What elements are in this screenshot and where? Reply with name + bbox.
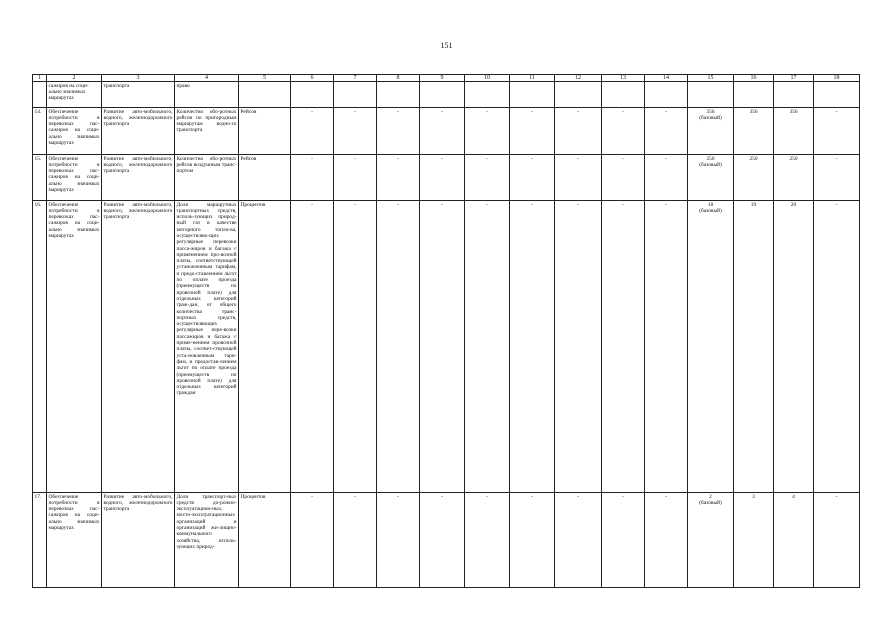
value-cell: - xyxy=(334,493,377,588)
column-number: 1 xyxy=(33,75,47,82)
value-cell: 250 xyxy=(774,155,814,201)
row-number: 16. xyxy=(33,201,47,493)
value-cell: - xyxy=(334,201,377,493)
value-cell: - xyxy=(555,493,602,588)
column-number: 13 xyxy=(602,75,645,82)
unit-cell: Процентов xyxy=(239,493,291,588)
value-cell: - xyxy=(420,493,465,588)
value-cell: - xyxy=(510,155,555,201)
value-cell: - xyxy=(814,493,860,588)
base-value: 18 xyxy=(707,201,714,208)
value-cell: - xyxy=(291,155,334,201)
column-number: 9 xyxy=(420,75,465,82)
base-note: (базовый) xyxy=(699,161,722,168)
column-number: 7 xyxy=(334,75,377,82)
value-cell: - xyxy=(465,493,510,588)
base-value-cell xyxy=(688,493,734,588)
base-value: 250 xyxy=(706,155,715,162)
table-row xyxy=(33,155,860,201)
subprogram-cell: Развитие авто-мобильного, водного, железнодорожного транспорта xyxy=(102,201,175,493)
column-number: 18 xyxy=(814,75,860,82)
task-cell: Обеспечение потребности в перевозках пас-сажиров на соци-ально значимых маршрутах xyxy=(47,493,102,588)
value-cell: 4 xyxy=(774,493,814,588)
column-number: 15 xyxy=(688,75,734,82)
value-cell: 356 xyxy=(734,108,774,155)
task-cell: Обеспечение потребности в перевозках пас-сажиров на соци-ально значимых маршрутах xyxy=(47,155,102,201)
continuation-row xyxy=(33,82,860,108)
subprogram-cell: транспорта xyxy=(102,82,175,108)
value-cell: - xyxy=(377,108,420,155)
base-note: (базовый) xyxy=(699,499,722,506)
value-cell: - xyxy=(510,108,555,155)
column-number: 12 xyxy=(555,75,602,82)
value-cell: - xyxy=(291,201,334,493)
value-cell: - xyxy=(645,155,688,201)
base-note: (базовый) xyxy=(699,207,722,214)
base-note: (базовый) xyxy=(699,114,722,121)
value-cell: - xyxy=(377,493,420,588)
value-cell: - xyxy=(645,108,688,155)
value-cell: - xyxy=(291,108,334,155)
base-value-cell xyxy=(688,108,734,155)
value-cell: - xyxy=(814,108,860,155)
base-value-cell xyxy=(688,201,734,493)
value-cell: - xyxy=(420,155,465,201)
indicator-cell: право xyxy=(175,82,239,108)
value-cell: - xyxy=(465,108,510,155)
column-number: 10 xyxy=(465,75,510,82)
column-number: 4 xyxy=(175,75,239,82)
value-cell: - xyxy=(334,155,377,201)
value-cell: - xyxy=(334,108,377,155)
subprogram-cell: Развитие авто-мобильного, водного, железнодорожного транспорта xyxy=(102,155,175,201)
unit-cell: Рейсов xyxy=(239,155,291,201)
value-cell: - xyxy=(602,108,645,155)
column-number: 17 xyxy=(774,75,814,82)
indicator-cell: Количество обо-ротных рейсов воздушным транс-портом xyxy=(175,155,239,201)
base-value: 2 xyxy=(709,493,712,500)
row-number: 15. xyxy=(33,155,47,201)
value-cell: - xyxy=(555,108,602,155)
indicators-table xyxy=(32,74,860,588)
value-cell: - xyxy=(555,155,602,201)
task-cell: Обеспечение потребности в перевозках пас-сажиров на соци-ально значимых маршрутах xyxy=(47,201,102,493)
value-cell: - xyxy=(510,201,555,493)
value-cell: - xyxy=(291,493,334,588)
indicator-cell: Доля транспорт-ных средств до-рожно-эксплуатацион-ных, мосто-эксплуатационных организаций и организаций жи-лищно-коммунального хозяйства, исполь-зующих природ- xyxy=(175,493,239,588)
value-cell: - xyxy=(377,155,420,201)
value-cell: 250 xyxy=(734,155,774,201)
value-cell: 356 xyxy=(774,108,814,155)
value-cell: - xyxy=(814,201,860,493)
indicator-cell: Количество обо-ротных рейсов по пригородным маршрутам водно-го транспорта xyxy=(175,108,239,155)
column-number: 3 xyxy=(102,75,175,82)
column-number: 8 xyxy=(377,75,420,82)
column-number: 16 xyxy=(734,75,774,82)
value-cell: - xyxy=(465,155,510,201)
page-number: 151 xyxy=(440,41,453,50)
column-number: 2 xyxy=(47,75,102,82)
column-number-row xyxy=(33,75,860,82)
unit-cell: Рейсов xyxy=(239,108,291,155)
table-row xyxy=(33,493,860,588)
value-cell: - xyxy=(420,201,465,493)
value-cell: 20 xyxy=(774,201,814,493)
column-number: 14 xyxy=(645,75,688,82)
task-cell: Обеспечение потребности в перевозках пас-сажиров на соци-ально значимых маршрутах xyxy=(47,108,102,155)
subprogram-cell: Развитие авто-мобильного, водного, железнодорожного транспорта xyxy=(102,493,175,588)
column-number: 6 xyxy=(291,75,334,82)
column-number: 5 xyxy=(239,75,291,82)
column-number: 11 xyxy=(510,75,555,82)
value-cell: 3 xyxy=(734,493,774,588)
value-cell: 19 xyxy=(734,201,774,493)
task-cell: сажиров на соци-ально значимых маршрутах xyxy=(47,82,102,108)
value-cell: - xyxy=(602,155,645,201)
unit-cell: Процентов xyxy=(239,201,291,493)
table-row xyxy=(33,201,860,493)
value-cell: - xyxy=(465,201,510,493)
subprogram-cell: Развитие авто-мобильного, водного, железнодорожного транспорта xyxy=(102,108,175,155)
value-cell: - xyxy=(555,201,602,493)
base-value: 356 xyxy=(706,108,715,115)
row-number: 14. xyxy=(33,108,47,155)
value-cell: - xyxy=(814,155,860,201)
value-cell: - xyxy=(602,201,645,493)
value-cell: - xyxy=(420,108,465,155)
base-value-cell xyxy=(688,155,734,201)
table-row xyxy=(33,108,860,155)
value-cell: - xyxy=(377,201,420,493)
value-cell: - xyxy=(645,201,688,493)
row-number: 17. xyxy=(33,493,47,588)
indicator-cell: Доля маршрутных транспортных средств, исполь-зующих природ-ный газ в качестве моторного топли-ва, осуществляю-щих регулярные перевозки пасса-жиров и багажа с применением про-возной платы, соответствующей установленным тарифам, и предо-ставлением льгот по оплате проезда (преимуществ по провозной плате) для отдельных категорий граж-дан, от общего количества транс-портных средств, осуществляющих регулярные пере-возки пассажиров и багажа с приме-нением провозной платы, соответ-ствующей уста-новленным тари-фам, и предостав-лением льгот по оплате проезда (преимуществ по провозной плате) для отдельных категорий граждан xyxy=(175,201,239,493)
value-cell: - xyxy=(645,493,688,588)
value-cell: - xyxy=(510,493,555,588)
value-cell: - xyxy=(602,493,645,588)
